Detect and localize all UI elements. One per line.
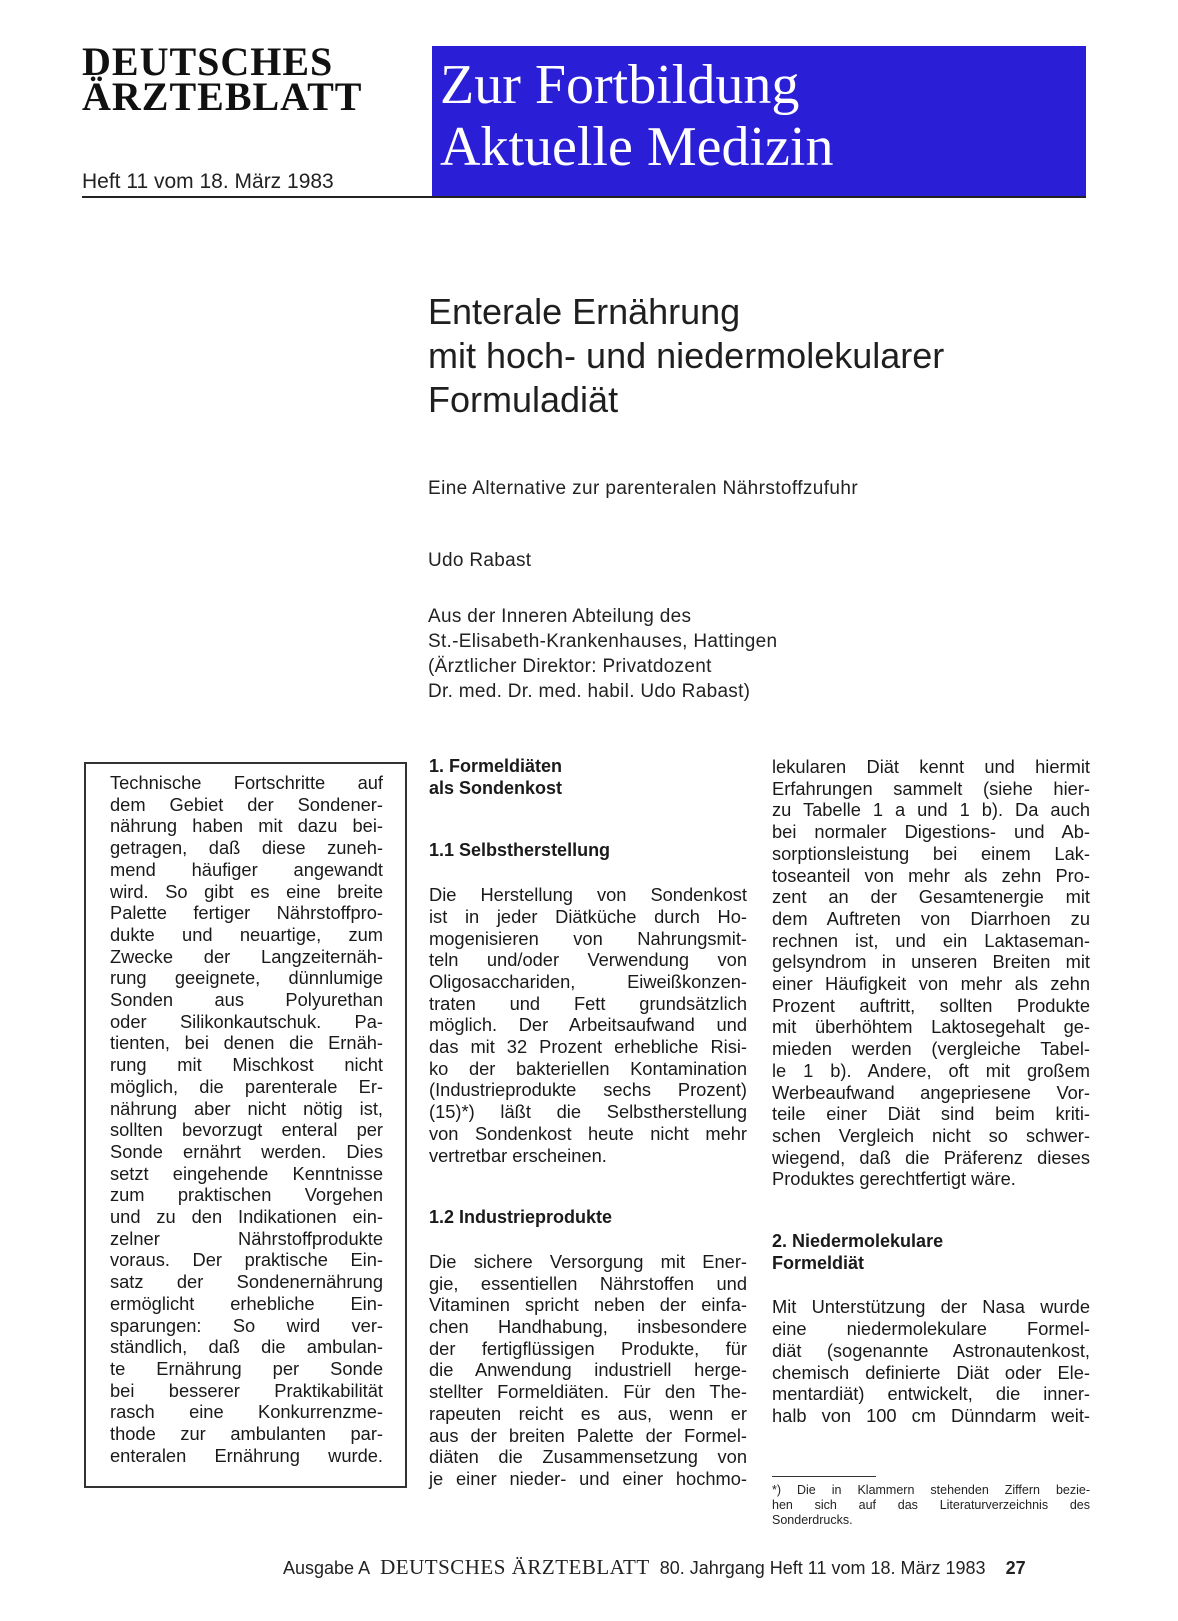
text-line: möglich, die parenterale Er- xyxy=(110,1075,383,1097)
paragraph-continued xyxy=(772,756,1090,1190)
text-line: das mit 32 Prozent erhebliche Risi- xyxy=(429,1036,747,1058)
column-1 xyxy=(429,756,747,1490)
heading-line: 1. Formeldiäten xyxy=(429,756,563,776)
logo-line-1: DEUTSCHES xyxy=(82,39,334,84)
text-line: Vitaminen spricht neben der einfa- xyxy=(429,1294,747,1316)
text-line: (Industrieprodukte sechs Prozent) xyxy=(429,1079,747,1101)
text-line: rasch eine Konkurrenzme- xyxy=(110,1401,383,1423)
text-line: chen Handhabung, insbesondere xyxy=(429,1316,747,1338)
article-subtitle: Eine Alternative zur parenteralen Nährstoffzufuhr xyxy=(428,478,859,499)
paragraph-1-2 xyxy=(429,1251,747,1490)
page-footer xyxy=(283,1555,1089,1580)
title-line: mit hoch- und niedermolekularer xyxy=(428,335,945,376)
text-line: teile einer Diät sind beim kriti- xyxy=(772,1103,1090,1125)
text-line: stellter Formeldiäten. Für den The- xyxy=(429,1381,747,1403)
paragraph-2 xyxy=(772,1296,1090,1426)
text-line: zelner Nährstoffprodukte xyxy=(110,1227,383,1249)
footer-volume: 80. Jahrgang Heft 11 vom 18. März 1983 xyxy=(659,1558,986,1578)
text-line: mogenisieren von Nahrungsmit- xyxy=(429,927,747,949)
text-line: diät (sogenannte Astronautenkost, xyxy=(772,1339,1090,1361)
text-line: Oligosacchariden, Eiweißkonzen- xyxy=(429,970,747,992)
text-line: sorptionsleistung bei einem Lak- xyxy=(772,842,1090,864)
text-line: Mit Unterstützung der Nasa wurde xyxy=(772,1296,1090,1318)
title-line: Formuladiät xyxy=(428,379,619,420)
text-line: *) Die in Klammern stehenden Ziffern bezie- xyxy=(772,1483,1090,1497)
text-line: hen sich auf das Literaturverzeichnis des xyxy=(772,1498,1090,1512)
text-line: Palette fertiger Nährstoffpro- xyxy=(110,902,383,924)
text-line: lekularen Diät kennt und hiermit xyxy=(772,756,1090,777)
footer-edition: Ausgabe A xyxy=(283,1558,371,1578)
text-line: mit überhöhtem Laktosegehalt ge- xyxy=(772,1016,1090,1038)
text-line: schen Vergleich nicht so schwer- xyxy=(772,1124,1090,1146)
affiliation-line: (Ärztlicher Direktor: Privatdozent xyxy=(428,656,712,677)
heading-1-1: 1.1 Selbstherstellung xyxy=(429,840,611,861)
text-line: chemisch definierte Diät oder Ele- xyxy=(772,1361,1090,1383)
text-line: Sonderdrucks. xyxy=(772,1513,853,1527)
text-line: enteralen Ernährung wurde. xyxy=(110,1444,383,1466)
column-2 xyxy=(772,756,1090,1427)
title-line: Enterale Ernährung xyxy=(428,291,741,332)
affiliation-line: Aus der Inneren Abteilung des xyxy=(428,606,692,627)
text-line: aus der breiten Palette der Formel- xyxy=(429,1424,747,1446)
text-line: Die Herstellung von Sondenkost xyxy=(429,884,747,906)
article-author: Udo Rabast xyxy=(428,550,532,571)
text-line: einer Häufigkeit von mehr als zehn xyxy=(772,973,1090,995)
text-line: getragen, daß diese zuneh- xyxy=(110,837,383,859)
journal-logo xyxy=(82,39,412,119)
footnote-rule xyxy=(772,1476,876,1477)
text-line: mieden werden (vergleiche Tabel- xyxy=(772,1038,1090,1060)
text-line: wird. So gibt es eine breite xyxy=(110,880,383,902)
text-line: Werbeaufwand angepriesene Vor- xyxy=(772,1081,1090,1103)
text-line: nährung aber nicht nötig ist, xyxy=(110,1097,383,1119)
text-line: rechnen ist, und ein Laktaseman- xyxy=(772,929,1090,951)
text-line: Prozent auftritt, sollten Produkte xyxy=(772,994,1090,1016)
footer-brand: DEUTSCHES ÄRZTEBLATT xyxy=(380,1555,650,1579)
text-line: nährung haben mit dazu bei- xyxy=(110,815,383,837)
text-line: oder Silikonkautschuk. Pa- xyxy=(110,1010,383,1032)
text-line: zu Tabelle 1 a und 1 b). Da auch xyxy=(772,799,1090,821)
text-line: mentardiät) entwickelt, die inner- xyxy=(772,1383,1090,1405)
text-line: halb von 100 cm Dünndarm weit- xyxy=(772,1404,1090,1426)
heading-line: 2. Niedermolekulare xyxy=(772,1231,944,1252)
text-line: rung geeignete, dünnlumige xyxy=(110,967,383,989)
text-line: traten und Fett grundsätzlich xyxy=(429,992,747,1014)
text-line: und zu den Indikationen ein- xyxy=(110,1206,383,1228)
abstract-text xyxy=(110,772,383,1467)
text-line: voraus. Der praktische Ein- xyxy=(110,1249,383,1271)
text-line: ständlich, daß die ambulan- xyxy=(110,1336,383,1358)
text-line: sollten bevorzugt enteral per xyxy=(110,1119,383,1141)
text-line: die Anwendung industriell herge- xyxy=(429,1359,747,1381)
text-line: thode zur ambulanten par- xyxy=(110,1423,383,1445)
text-line: von Sondenkost heute nicht mehr xyxy=(429,1122,747,1144)
text-line: gie, essentiellen Nährstoffen und xyxy=(429,1272,747,1294)
text-line: diäten die Zusammensetzung von xyxy=(429,1446,747,1468)
text-line: toseanteil von mehr als zehn Pro- xyxy=(772,864,1090,886)
footnote xyxy=(772,1483,1090,1528)
text-line: ist in jeder Diätküche durch Ho- xyxy=(429,905,747,927)
text-line: dem Auftreten von Diarrhoen zu xyxy=(772,907,1090,929)
text-line: Die sichere Versorgung mit Ener- xyxy=(429,1250,747,1272)
text-line: je einer nieder- und einer hochmo- xyxy=(429,1467,747,1489)
text-line: mend häufiger angewandt xyxy=(110,858,383,880)
affiliation-line: Dr. med. Dr. med. habil. Udo Rabast) xyxy=(428,681,751,702)
text-line: setzt eingehende Kenntnisse xyxy=(110,1162,383,1184)
heading-1 xyxy=(429,756,747,799)
text-line: te Ernährung per Sonde xyxy=(110,1357,383,1379)
text-line: bei besserer Praktikabilität xyxy=(110,1379,383,1401)
issue-line: Heft 11 vom 18. März 1983 xyxy=(82,170,334,193)
heading-line: als Sondenkost xyxy=(429,777,563,798)
page-number: 27 xyxy=(1005,1558,1026,1578)
text-line: ermöglicht erhebliche Ein- xyxy=(110,1292,383,1314)
text-line: sparungen: So wird ver- xyxy=(110,1314,383,1336)
text-line: dem Gebiet der Sondener- xyxy=(110,793,383,815)
banner-line-1: Zur Fortbildung xyxy=(440,54,800,116)
text-line: Sonde ernährt werden. Dies xyxy=(110,1140,383,1162)
text-line: der fertigflüssigen Produkte, für xyxy=(429,1337,747,1359)
abstract-box xyxy=(84,762,407,1488)
text-line: dukte und neuartige, zum xyxy=(110,923,383,945)
text-line: rung mit Mischkost nicht xyxy=(110,1054,383,1076)
paragraph-1-1 xyxy=(429,884,747,1166)
logo-line-2: ÄRZTEBLATT xyxy=(82,74,363,119)
heading-2 xyxy=(772,1231,1090,1274)
header-rule xyxy=(82,196,1086,198)
text-line: zum praktischen Vorgehen xyxy=(110,1184,383,1206)
text-line: Produktes gerechtfertigt wäre. xyxy=(772,1168,1016,1190)
text-line: tienten, bei denen die Ernäh- xyxy=(110,1032,383,1054)
section-banner xyxy=(432,46,1086,196)
text-line: satz der Sondenernährung xyxy=(110,1271,383,1293)
text-line: ko der bakteriellen Kontamination xyxy=(429,1057,747,1079)
text-line: Zwecke der Langzeiternäh- xyxy=(110,945,383,967)
text-line: eine niedermolekulare Formel- xyxy=(772,1318,1090,1340)
text-line: Sonden aus Polyurethan xyxy=(110,989,383,1011)
text-line: (15)*) läßt die Selbstherstellung xyxy=(429,1101,747,1123)
text-line: bei normaler Digestions- und Ab- xyxy=(772,821,1090,843)
author-affiliation xyxy=(428,604,777,704)
text-line: möglich. Der Arbeitsaufwand und xyxy=(429,1014,747,1036)
heading-1-2: 1.2 Industrieprodukte xyxy=(429,1207,613,1228)
article-title xyxy=(428,290,1078,422)
text-line: rapeuten reicht es aus, wenn er xyxy=(429,1402,747,1424)
text-line: Erfahrungen sammelt (siehe hier- xyxy=(772,777,1090,799)
heading-line: Formeldiät xyxy=(772,1252,865,1273)
text-line: Technische Fortschritte auf xyxy=(110,772,383,793)
text-line: wiegend, daß die Präferenz dieses xyxy=(772,1146,1090,1168)
text-line: teln und/oder Verwendung von xyxy=(429,949,747,971)
affiliation-line: St.-Elisabeth-Krankenhauses, Hattingen xyxy=(428,631,778,652)
text-line: zent an der Gesamtenergie mit xyxy=(772,886,1090,908)
banner-line-2: Aktuelle Medizin xyxy=(440,116,834,178)
text-line: vertretbar erscheinen. xyxy=(429,1144,607,1166)
text-line: le 1 b). Andere, oft mit großem xyxy=(772,1059,1090,1081)
text-line: gelsyndrom in unseren Breiten mit xyxy=(772,951,1090,973)
